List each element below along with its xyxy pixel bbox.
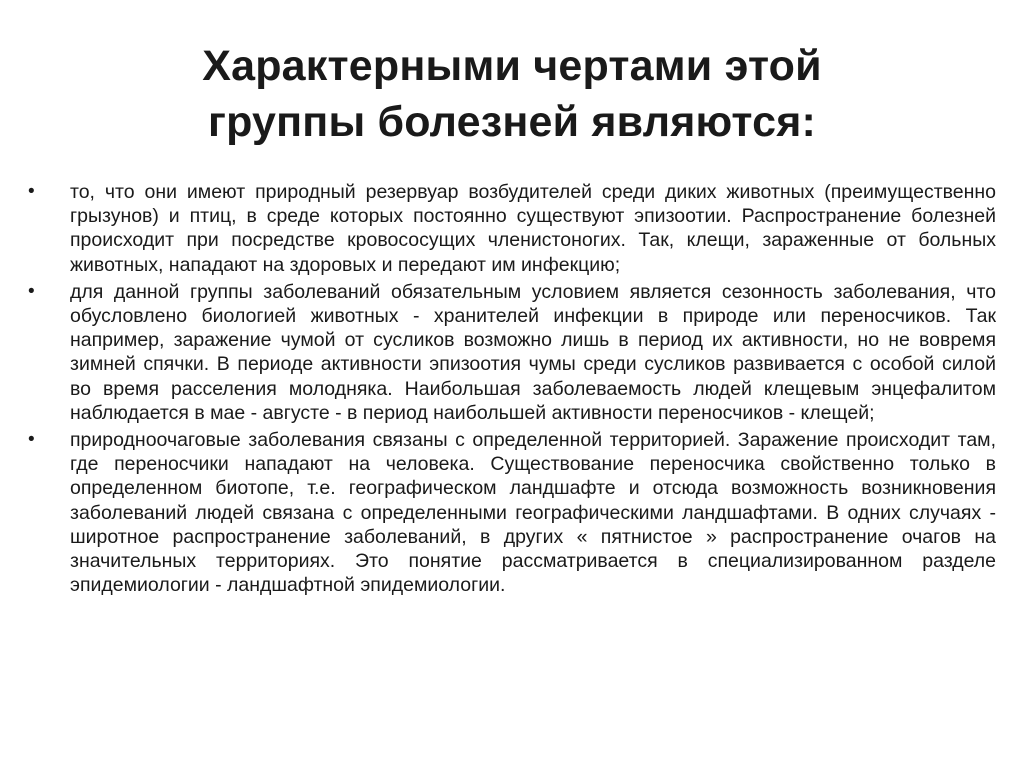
slide-title-line-2: группы болезней являются:: [207, 98, 817, 146]
bullet-icon: •: [28, 280, 35, 302]
bullet-text-1: то, что они имеют природный резервуар возбудителей среди диких животных (преимущественно грызунов) и птиц, в среде которых постоянно существуют эпизоотии. Распространение болезней происходит при посредстве кровососущих членистоногих. Так, клещи, зараженные от больных животных, нападают на здоровых и передают им инфекцию;: [70, 181, 996, 276]
bullet-text-3: природноочаговые заболевания связаны с определенной территорией. Заражение происходит там, где переносчики нападают на человека. Существование переносчика свойственно только в определенном биотопе, т.е. географическом ландшафте и отсюда возможность возникновения заболеваний людей связана с определенными географическими ландшафтами. В одних случаях - широтное распространение заболеваний, в других « пятнистое » распространение очагов на значительных территориях. Это понятие рассматривается в специализированном разделе эпидемиологии - ландшафтной эпидемиологии.: [70, 429, 996, 597]
bullet-item-2: [28, 280, 996, 425]
bullet-item-3: [28, 428, 996, 597]
bullet-text-2: для данной группы заболеваний обязательным условием является сезонность заболевания, что обусловлено биологией животных - хранителей инфекции в природе или переносчиков. Так например, заражение чумой от сусликов возможно лишь в период их активности, но не вовремя зимней спячки. В периоде активности эпизоотия чумы среди сусликов развивается с особой силой во время расселения молодняка. Наибольшая заболеваемость людей клещевым энцефалитом наблюдается в мае - августе - в период наибольшей активности переносчиков - клещей;: [70, 280, 996, 424]
slide-content: [28, 180, 996, 600]
slide-title: [60, 38, 964, 150]
bullet-list: [28, 180, 996, 597]
slide-title-line-1: Характерными чертами этой: [202, 42, 822, 90]
bullet-icon: •: [28, 429, 35, 451]
bullet-item-1: [28, 180, 996, 277]
bullet-icon: •: [28, 181, 35, 202]
